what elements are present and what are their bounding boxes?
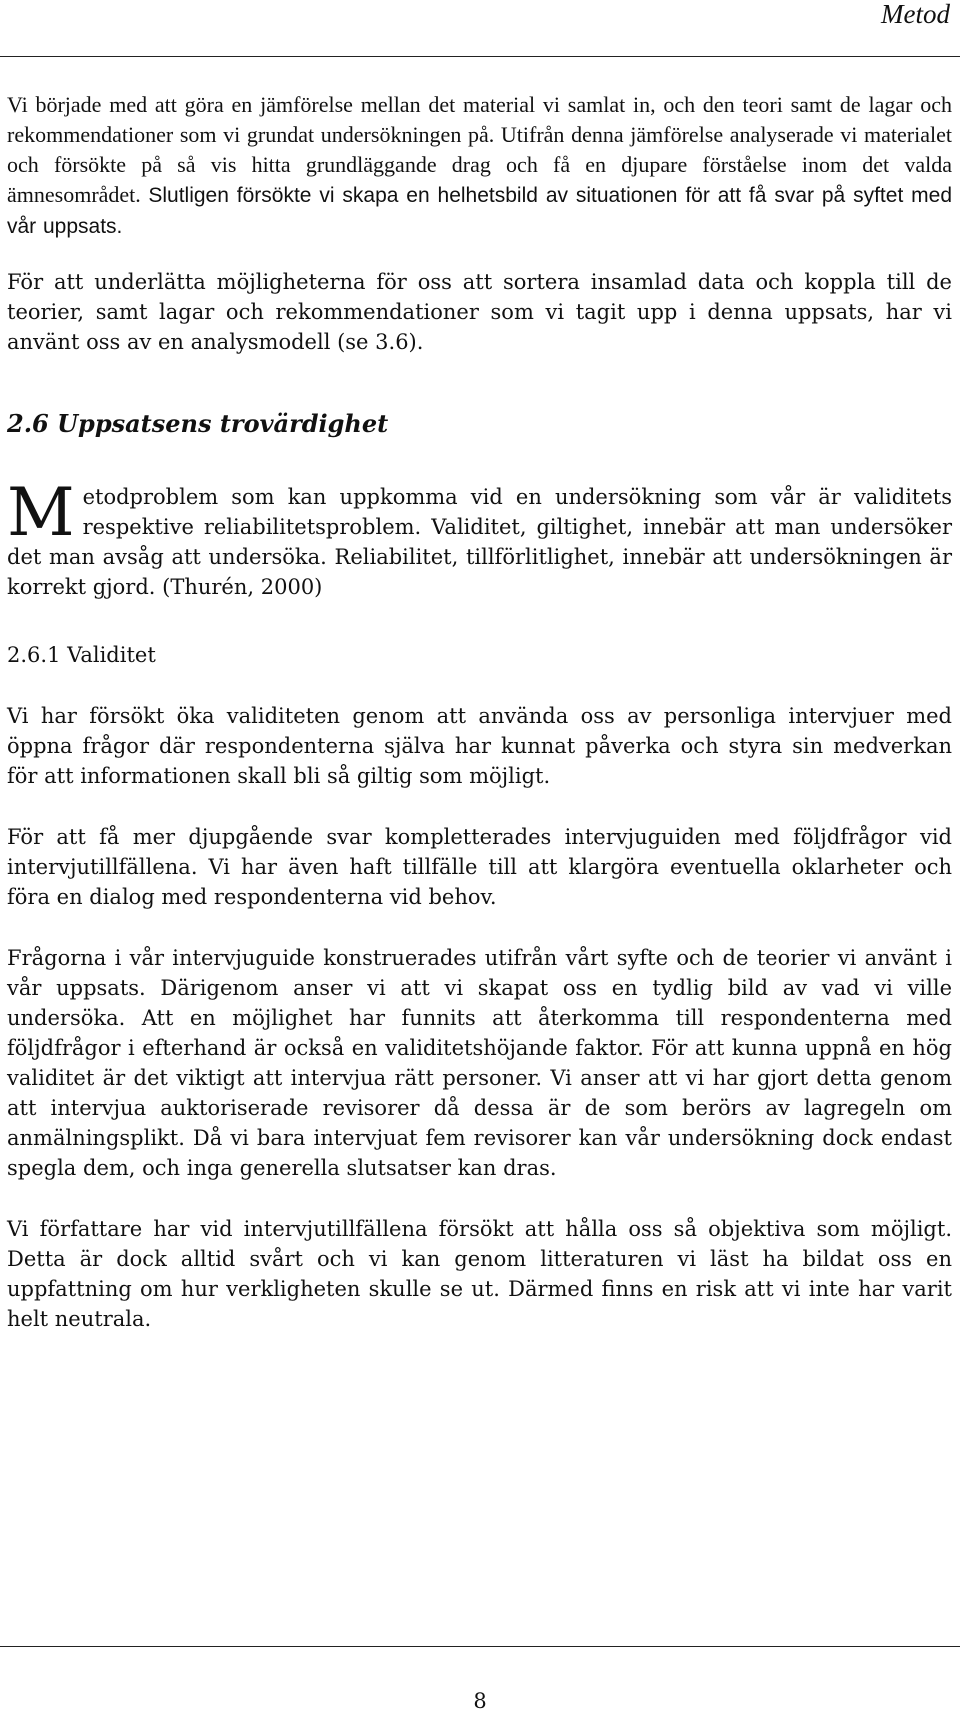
drop-cap: M bbox=[7, 474, 75, 551]
validitet-paragraph-4: Vi författare har vid intervjutillfällena försökt att hålla oss så objektiva som möjligt. Detta är dock alltid svårt och vi kan genom litteraturen vi läst ha bildat oss en uppfattning om hur verkligheten skulle se ut. Därmed finns en risk att vi inte har varit helt neutrala. bbox=[7, 1217, 952, 1331]
page-number: 8 bbox=[473, 1689, 487, 1713]
analysis-model-paragraph: För att underlätta möjligheterna för oss att sortera insamlad data och koppla till de teorier, samt lagar och rekommendationer som vi tagit upp i denna uppsats, har vi använt oss av en analysmodell (se 3.6). bbox=[7, 270, 952, 354]
document-body bbox=[7, 90, 952, 1334]
intro-arial-text: Slutligen försökte vi skapa en helhetsbild av situationen för att få svar på syftet med vår uppsats. bbox=[7, 184, 953, 238]
section-title: 2.6 Uppsatsens trovärdighet bbox=[7, 409, 389, 438]
intro-paragraph bbox=[7, 90, 952, 242]
page-footer-rule bbox=[0, 1646, 960, 1647]
section-paragraph-text: etodproblem som kan uppkomma vid en undersökning som vår är validitets respektive reliabilitetsproblem. Validitet, giltighet, innebär att man undersöker det man avsåg att undersöka. Reliabilitet, tillförlitlighet, innebär att undersökningen är korrekt gjord. (Thurén, 2000) bbox=[7, 485, 952, 599]
subsection-title: 2.6.1 Validitet bbox=[7, 643, 156, 667]
header-title: Metod bbox=[881, 0, 950, 29]
section-paragraph bbox=[7, 474, 952, 602]
validitet-paragraph-2: För att få mer djupgående svar kompletterades intervjuguiden med följdfrågor vid intervjutillfällena. Vi har även haft tillfälle till att klargöra eventuella oklarheter och föra en dialog med respondenterna vid behov. bbox=[7, 825, 952, 909]
intro-times-text: Vi började med att göra en jämförelse mellan det material vi samlat in, och den teori samt de lagar och rekommendationer som vi grundat undersökningen på. Utifrån denna jämförelse analyserade vi materialet och försökte på så vis hitta grundläggande drag och få en djupare förståelse inom det valda ämnesområdet. bbox=[7, 92, 952, 207]
validitet-paragraph-1: Vi har försökt öka validiteten genom att använda oss av personliga intervjuer med öppna frågor där respondenterna själva har kunnat påverka och styra sin medverkan för att informationen skall bli så giltig som möjligt. bbox=[7, 704, 952, 788]
page-header bbox=[0, 0, 960, 57]
validitet-paragraph-3: Frågorna i vår intervjuguide konstruerades utifrån vårt syfte och de teorier vi använt i vår uppsats. Därigenom anser vi att vi skapat oss en tydlig bild av vad vi ville undersöka. Att en möjlighet har funnits att återkomma till respondenterna med följdfrågor i efterhand är också en validitetshöjande faktor. För att kunna uppnå en hög validitet är det viktigt att intervjua rätt personer. Vi anser att vi har gjort detta genom att intervjua auktoriserade revisorer då dessa är de som berörs av lagregeln om anmälningsplikt. Då vi bara intervjuat fem revisorer kan vår undersökning dock endast spegla dem, och inga generella slutsatser kan dras. bbox=[7, 946, 952, 1180]
